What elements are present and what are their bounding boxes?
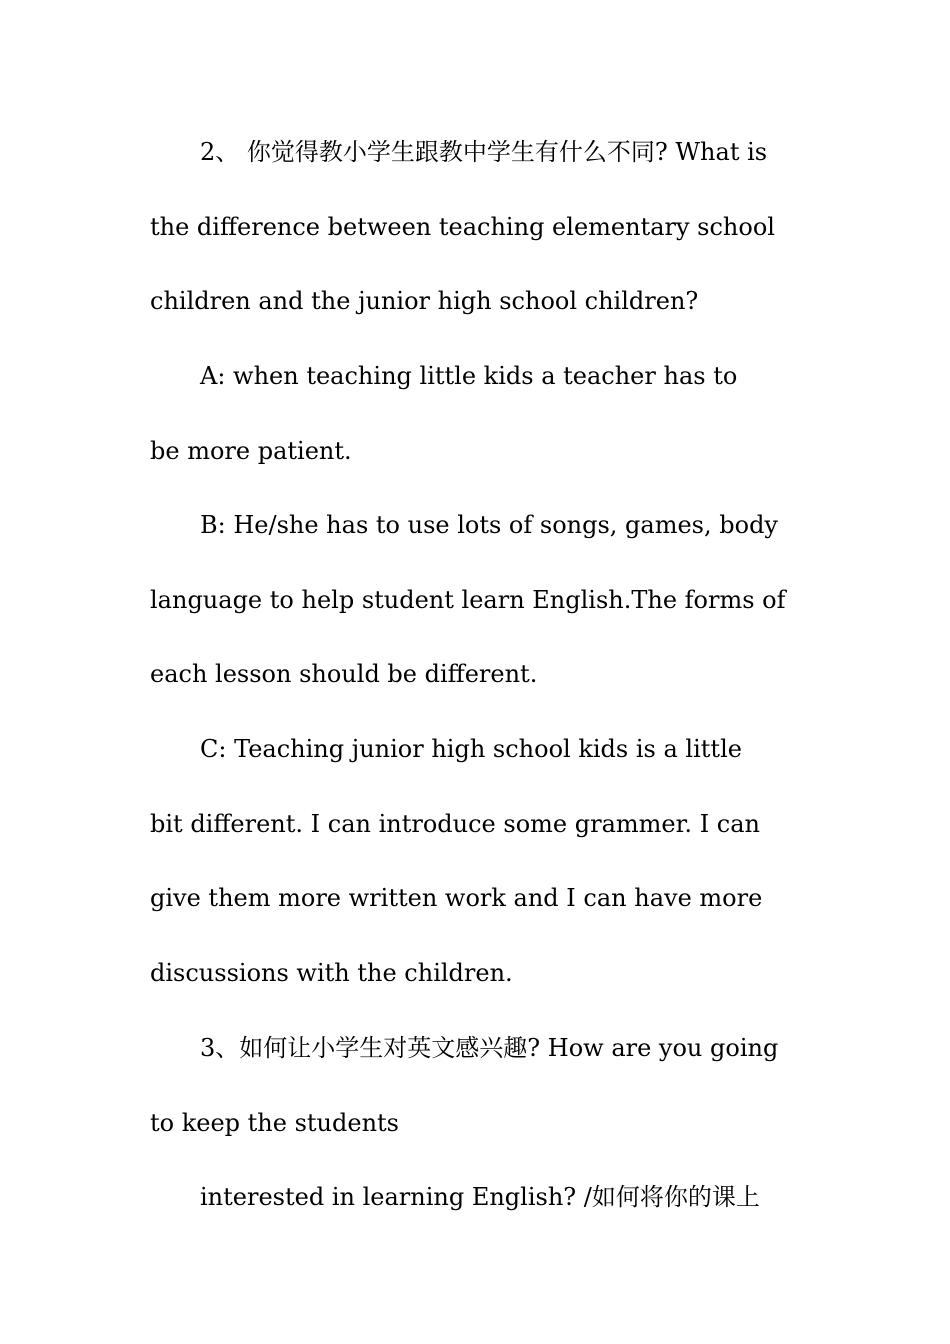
question-3-line-2: to keep the students	[150, 1109, 399, 1137]
answer-c-line-1: C: Teaching junior high school kids is a little	[200, 735, 742, 763]
question-2-line-2: the difference between teaching elementary school	[150, 213, 775, 241]
answer-a-line-1: A: when teaching little kids a teacher has to	[200, 362, 738, 390]
answer-b-line-3: each lesson should be different.	[150, 660, 538, 688]
answer-c-line-4: discussions with the children.	[150, 959, 513, 987]
answer-a-line-2: be more patient.	[150, 437, 352, 465]
question-3-line-3: interested in learning English? /如何将你的课上	[200, 1183, 760, 1211]
answer-b-line-1: B: He/she has to use lots of songs, games, body	[200, 511, 778, 539]
answer-b-line-2: language to help student learn English.The forms of	[150, 586, 786, 614]
answer-c-line-2: bit different. I can introduce some grammer. I can	[150, 810, 761, 838]
question-3-line-1: 3、如何让小学生对英文感兴趣? How are you going	[200, 1034, 779, 1062]
question-2-line-1: 2、 你觉得教小学生跟教中学生有什么不同? What is	[200, 138, 768, 166]
question-2-line-3: children and the junior high school children?	[150, 287, 699, 315]
answer-c-line-3: give them more written work and I can have more	[150, 884, 763, 912]
